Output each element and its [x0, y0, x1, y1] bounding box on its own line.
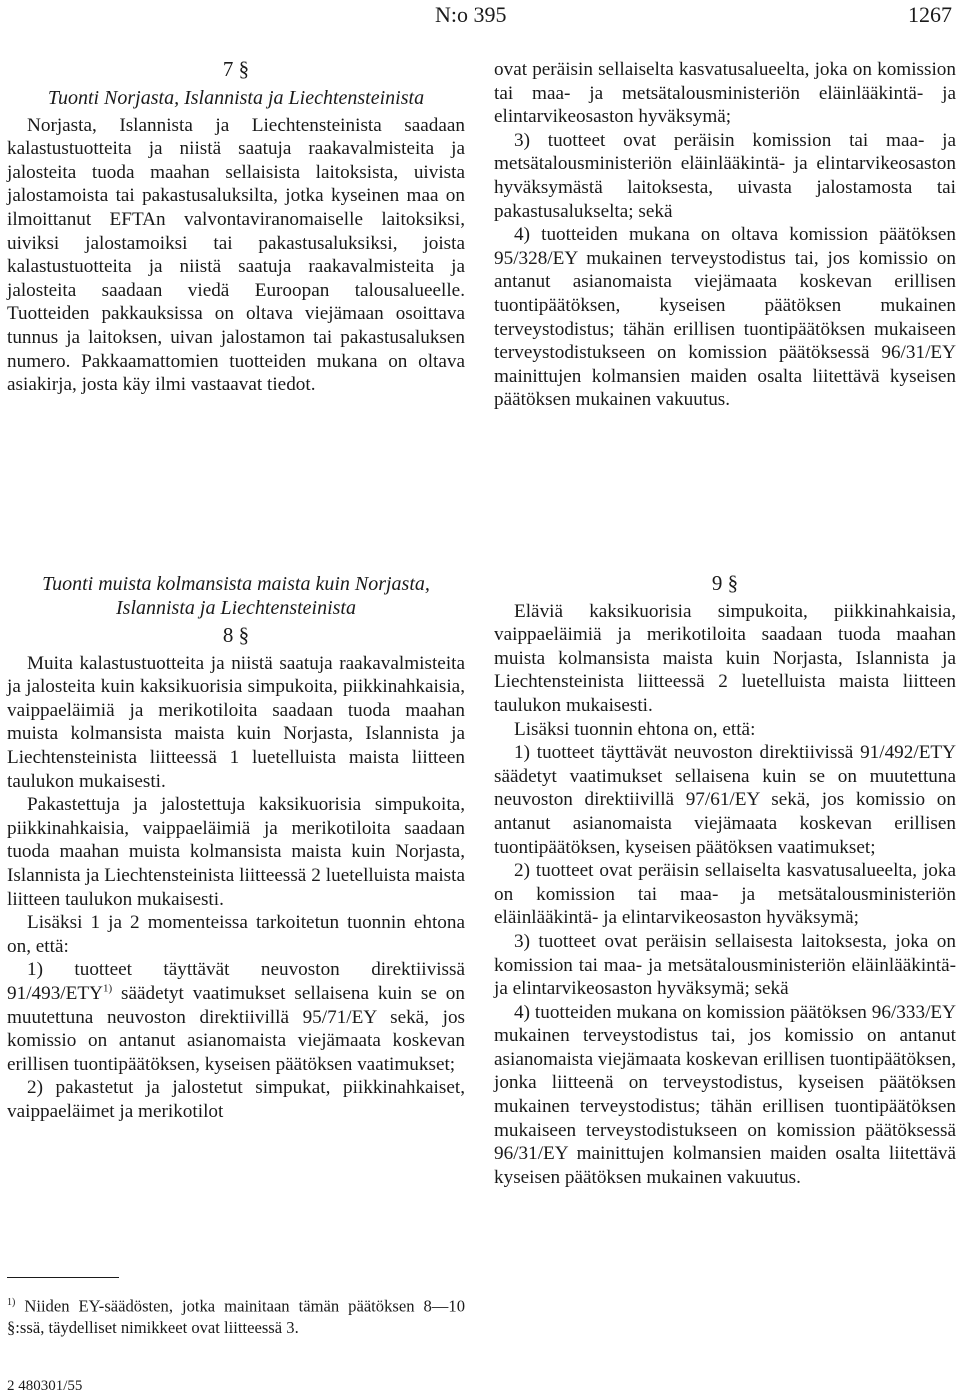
section-8-number: 8 [222, 623, 234, 647]
section-8-paragraph-1: Muita kalastustuotteita ja niistä saatuja raakavalmisteita ja jalosteita kuin kaksikuorisia simpukoita, piikkinahkaisia, vaippaeläimiä ja merikotiloita saadaan tuoda maahan muista kolmansista maista kuin Norjasta, Islannista ja Liechtensteinista liitteessä 1 luetelluista maista liitteen taulukon mukaisesti. [7, 652, 465, 792]
section-7-number: 7 [222, 57, 234, 81]
section-9-column [494, 572, 956, 1189]
section-8-item-1 [7, 958, 465, 1076]
page-number: 1267 [908, 2, 952, 27]
section-8-heading [7, 624, 465, 648]
section-8-item-2: 2) pakastetut ja jalostetut simpukat, piikkinahkaiset, vaippaeläimet ja merikotilot [7, 1077, 465, 1122]
item-3-paragraph: 3) tuotteet ovat peräisin komission tai maa- ja metsätalousministeriön eläinlääkintä- ja elintarvikeosaston hyväksymästä laitoksesta, uivasta jalostamosta tai pakastusalukselta; sekä [494, 129, 956, 222]
section-9-item-4: 4) tuotteiden mukana on komission päätöksen 96/333/EY mukainen terveystodistus tai, jos komissio on antanut asianomaista viejämaata koskevan erillisen tuontipäätöksen, jonka liitteenä on terveystodistus, kyseisen päätöksen mukainen terveystodistus; tähän erillisen tuontipäätöksen mukaiseen terveystodistukseen on komission päätöksessä 96/31/EY mainittujen kolmansien maiden osalta liitettävä kyseisen päätöksen mukainen vakuutus. [494, 1001, 956, 1188]
section-sign-icon: § [727, 571, 739, 595]
section-8-column [7, 572, 465, 1123]
section-9-item-1: 1) tuotteet täyttävät neuvoston direktiivissä 91/492/ETY säädetyt vaatimukset sellaisena kuin se on muutettuna neuvoston direktiivillä 97/61/EY sekä, jos komissio on antanut asianomaista viejämaata koskevan erillisen tuontipäätöksen, kyseisen päätöksen vaatimukset; [494, 742, 956, 858]
section-9-item-3: 3) tuotteet ovat peräisin sellaisesta laitoksesta, joka on komission tai maa- ja metsätalousministeriön eläinlääkintä- ja elintarvikeosaston hyväksymä; sekä [494, 930, 956, 1000]
section-7-paragraph: Norjasta, Islannista ja Liechtensteinista saadaan kalastustuotteita ja niistä saatuja raakavalmisteita ja jalosteita tuoda maahan sellaisista laitoksista, uivista jalostamoista tai pakastusaluksilta, jotka kyseinen maa on ilmoittanut EFTAn valvontaviranomaiselle laitoksiksi, uiviksi jalostamoiksi tai pakastusaluksiksi, joista kalastustuotteita ja niistä saatuja raakavalmisteita ja jalosteita saadaan viedä Euroopan talousalueelle. Tuotteiden pakkauksissa on oltava viejämaan osoittava tunnus ja laitoksen, uivan jalostamon tai pakastusaluksen numero. Pakkaamattomien tuotteiden mukana on oltava asiakirja, josta käy ilmi vastaavat tiedot. [7, 114, 465, 396]
section-7-title: Tuonti Norjasta, Islannista ja Liechtensteinista [47, 86, 425, 109]
section-9-item-2: 2) tuotteet ovat peräisin sellaiselta kasvatusalueelta, joka on komission tai maa- ja metsätalousministeriön eläinlääkintä- ja elintarvikeosaston hyväksymä; [494, 860, 956, 929]
item-1-text-a: 1) tuotteet täyttävät neuvoston direktiivissä 91/493/ETY [7, 959, 465, 1004]
section-7-column [7, 58, 465, 397]
footnote-divider [7, 1277, 119, 1278]
item-4-paragraph: 4) tuotteiden mukana on oltava komission päätöksen 95/328/EY mukainen terveystodistus tai, jos komissio on antanut asianomaista viejämaata koskevan erillisen tuontipäätöksen, kyseisen päätöksen mukainen terveystodistus; tähän erillisen tuontipäätöksen mukaiseen terveystodistukseen on komission päätöksessä 96/31/EY mainittujen kolmansien maiden osalta liitettävä kyseisen päätöksen mukainen vakuutus. [494, 224, 956, 411]
section-sign-icon: § [238, 57, 250, 81]
section-7-heading [7, 58, 465, 82]
section-9-heading [494, 572, 956, 596]
footnote-reference: 1) [102, 982, 113, 995]
section-8-continuation-column [494, 58, 956, 412]
footnote [7, 1292, 465, 1338]
footnote-marker: 1) [7, 1297, 16, 1308]
footnote-text: Niiden EY-säädösten, jotka mainitaan tämän päätöksen 8—10 §:ssä, täydelliset nimikkeet ovat liitteessä 3. [7, 1296, 465, 1337]
section-9-paragraph-1: Eläviä kaksikuorisia simpukoita, piikkinahkaisia, vaippaeläimiä ja merikotiloita saadaan tuoda maahan muista kolmansista maista kuin Norjasta, Islannista ja Liechtensteinista liitteessä 2 luetelluista maista liitteen taulukon mukaisesti. [494, 600, 956, 716]
section-8-paragraph-3: Lisäksi 1 ja 2 momenteissa tarkoitetun tuonnin ehtona on, että: [7, 912, 465, 957]
section-sign-icon: § [238, 623, 250, 647]
section-9-number: 9 [711, 571, 723, 595]
section-9-paragraph-2: Lisäksi tuonnin ehtona on, että: [514, 718, 756, 740]
print-code: 2 480301/55 [7, 1378, 83, 1394]
item-1-text-b: säädetyt vaatimukset sellaisena kuin se on muutettuna neuvoston direktiivillä 95/71/EY sekä, jos komissio on antanut asianomaista viejämaata koskevan erillisen tuontipäätöksen, kyseisen päätöksen vaatimukset; [7, 982, 465, 1075]
section-8-title: Tuonti muista kolmansista maista kuin Norjasta, Islannista ja Liechtensteinista [42, 573, 430, 619]
section-8-paragraph-2: Pakastettuja ja jalostettuja kaksikuorisia simpukoita, piikkinahkaisia, vaippaeläimiä ja merikotiloita saadaan tuoda maahan muista kolmansista maista kuin Norjasta, Islannista ja Liechtensteinista liitteessä 2 luetelluista maista liitteen taulukon mukaisesti. [7, 794, 465, 910]
statute-number: N:o 395 [435, 2, 507, 27]
continuation-paragraph: ovat peräisin sellaiselta kasvatusalueelta, joka on komission tai maa- ja metsätalousministeriön eläinlääkintä- ja elintarvikeosaston hyväksymä; [494, 59, 956, 128]
